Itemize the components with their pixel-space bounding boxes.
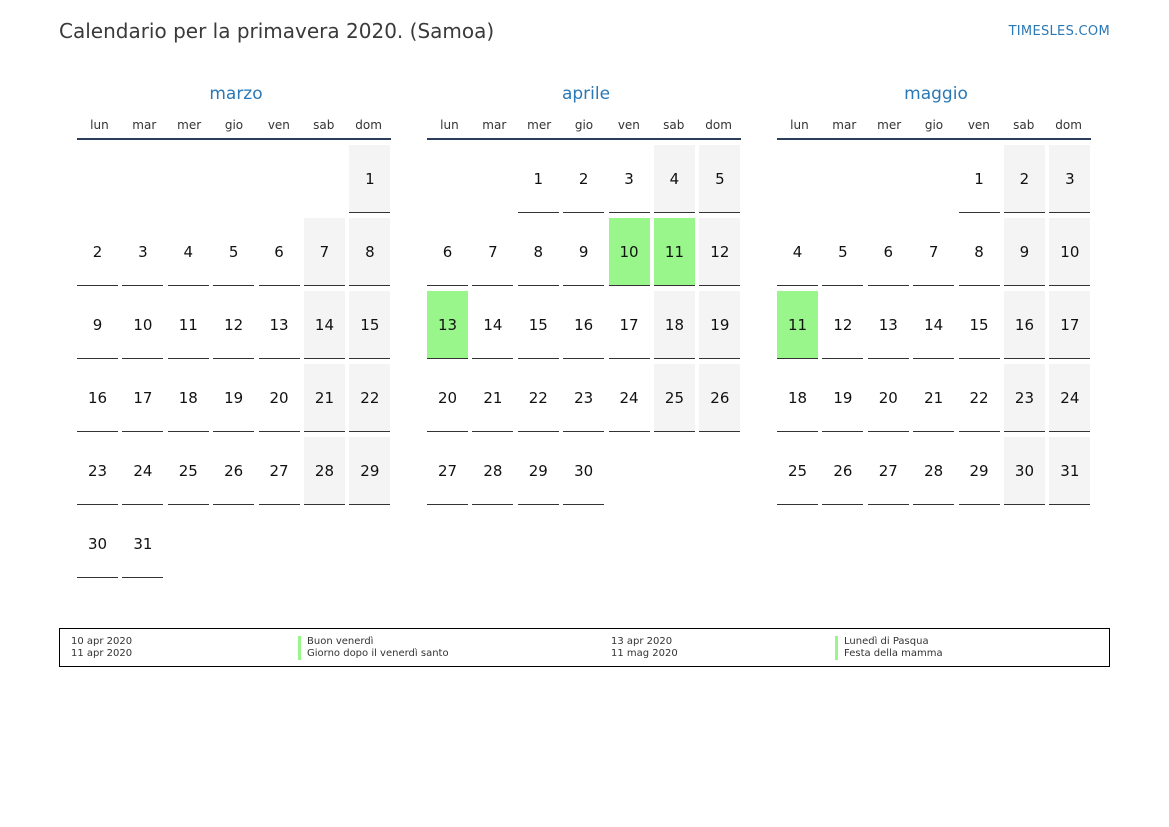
day-cell: 4 (168, 218, 209, 286)
day-cell: 13 (868, 291, 909, 359)
day-cell: 21 (304, 364, 345, 432)
day-cell: 3 (122, 218, 163, 286)
day-cell: 9 (1004, 218, 1045, 286)
day-cell: 24 (1049, 364, 1090, 432)
day-cell: 26 (213, 437, 254, 505)
day-cell: 20 (427, 364, 468, 432)
day-cell: 16 (563, 291, 604, 359)
day-cell: 26 (822, 437, 863, 505)
month-name: marzo (209, 84, 263, 104)
day-cell: 17 (1049, 291, 1090, 359)
day-cell: 18 (654, 291, 695, 359)
day-cell: 8 (518, 218, 559, 286)
day-cell: 15 (959, 291, 1000, 359)
weekday-label: mer (527, 118, 552, 132)
weekday-label: mer (177, 118, 202, 132)
day-cell: 24 (122, 437, 163, 505)
weekday-label: mar (482, 118, 507, 132)
weekday-label: dom (1055, 118, 1082, 132)
weekday-label: ven (267, 118, 290, 132)
day-cell: 25 (654, 364, 695, 432)
day-cell: 4 (654, 145, 695, 213)
day-cell: 27 (868, 437, 909, 505)
day-cell: 12 (699, 218, 740, 286)
day-cell: 25 (777, 437, 818, 505)
day-cell: 2 (77, 218, 118, 286)
day-cell: 26 (699, 364, 740, 432)
day-cell: 7 (913, 218, 954, 286)
day-cell: 1 (349, 145, 390, 213)
day-cell: 11 (168, 291, 209, 359)
legend-date: 10 apr 2020 (71, 636, 133, 647)
weekday-label: ven (617, 118, 640, 132)
day-cell: 8 (349, 218, 390, 286)
day-cell: 7 (304, 218, 345, 286)
weekday-label: mar (832, 118, 857, 132)
day-cell: 16 (77, 364, 118, 432)
day-cell: 13 (427, 291, 468, 359)
day-cell: 13 (259, 291, 300, 359)
weekday-label: lun (90, 118, 109, 132)
weekday-label: gio (224, 118, 244, 132)
day-cell: 11 (777, 291, 818, 359)
day-cell: 31 (1049, 437, 1090, 505)
day-cell: 19 (822, 364, 863, 432)
legend-date: 11 apr 2020 (71, 648, 133, 659)
month-name: maggio (904, 84, 968, 104)
weekday-label: lun (440, 118, 459, 132)
day-cell: 7 (472, 218, 513, 286)
day-cell: 24 (609, 364, 650, 432)
day-cell: 14 (472, 291, 513, 359)
day-cell: 29 (518, 437, 559, 505)
day-cell: 12 (822, 291, 863, 359)
day-cell: 23 (563, 364, 604, 432)
day-cell: 28 (472, 437, 513, 505)
weekday-label: sab (313, 118, 335, 132)
legend-holiday-name: Festa della mamma (835, 648, 943, 660)
day-cell: 3 (1049, 145, 1090, 213)
day-cell: 9 (77, 291, 118, 359)
day-cell: 18 (777, 364, 818, 432)
day-cell: 15 (349, 291, 390, 359)
weekday-label: dom (355, 118, 382, 132)
day-cell: 22 (518, 364, 559, 432)
weekday-label: ven (967, 118, 990, 132)
day-cell: 17 (122, 364, 163, 432)
day-cell: 29 (959, 437, 1000, 505)
weekday-label: dom (705, 118, 732, 132)
day-cell: 28 (304, 437, 345, 505)
day-cell: 28 (913, 437, 954, 505)
day-cell: 15 (518, 291, 559, 359)
day-cell: 1 (518, 145, 559, 213)
brand-link[interactable]: TIMESLES.COM (1008, 24, 1110, 39)
day-cell: 30 (77, 510, 118, 578)
weekday-label: sab (1013, 118, 1035, 132)
day-cell: 19 (699, 291, 740, 359)
page-title: Calendario per la primavera 2020. (Samoa) (59, 19, 495, 43)
weekday-label: gio (574, 118, 594, 132)
weekday-header (77, 114, 391, 140)
day-cell: 22 (959, 364, 1000, 432)
day-cell: 2 (563, 145, 604, 213)
day-cell: 12 (213, 291, 254, 359)
day-cell: 23 (77, 437, 118, 505)
day-cell: 19 (213, 364, 254, 432)
weekday-label: mer (877, 118, 902, 132)
legend-holiday-name: Lunedì di Pasqua (835, 636, 929, 648)
legend-holiday-name: Giorno dopo il venerdì santo (298, 648, 449, 660)
day-cell: 14 (913, 291, 954, 359)
day-cell: 5 (213, 218, 254, 286)
legend-date: 13 apr 2020 (611, 636, 673, 647)
day-cell: 30 (563, 437, 604, 505)
weekday-header (427, 114, 741, 140)
day-cell: 18 (168, 364, 209, 432)
day-cell: 21 (913, 364, 954, 432)
day-cell: 10 (122, 291, 163, 359)
day-cell: 20 (868, 364, 909, 432)
day-cell: 6 (427, 218, 468, 286)
day-cell: 29 (349, 437, 390, 505)
day-cell: 22 (349, 364, 390, 432)
day-cell: 8 (959, 218, 1000, 286)
day-cell: 11 (654, 218, 695, 286)
day-cell: 27 (259, 437, 300, 505)
holiday-legend (59, 628, 1110, 667)
day-cell: 17 (609, 291, 650, 359)
day-cell: 21 (472, 364, 513, 432)
weekday-label: lun (790, 118, 809, 132)
day-grid (77, 145, 393, 579)
month-calendar-may (777, 83, 1093, 506)
day-cell: 6 (259, 218, 300, 286)
day-cell: 20 (259, 364, 300, 432)
month-name: aprile (561, 84, 611, 104)
day-cell: 2 (1004, 145, 1045, 213)
legend-holiday-name: Buon venerdì (298, 636, 373, 648)
weekday-label: sab (663, 118, 685, 132)
day-cell: 27 (427, 437, 468, 505)
day-cell: 5 (822, 218, 863, 286)
weekday-label: mar (132, 118, 157, 132)
day-cell: 30 (1004, 437, 1045, 505)
day-grid (777, 145, 1093, 506)
day-cell: 23 (1004, 364, 1045, 432)
weekday-header (777, 114, 1091, 140)
day-cell: 9 (563, 218, 604, 286)
weekday-label: gio (924, 118, 944, 132)
day-cell: 14 (304, 291, 345, 359)
month-calendar-march (77, 83, 393, 579)
month-calendar-april (427, 83, 743, 506)
day-cell: 10 (609, 218, 650, 286)
day-cell: 10 (1049, 218, 1090, 286)
day-grid (427, 145, 743, 506)
day-cell: 5 (699, 145, 740, 213)
day-cell: 6 (868, 218, 909, 286)
day-cell: 3 (609, 145, 650, 213)
day-cell: 31 (122, 510, 163, 578)
day-cell: 25 (168, 437, 209, 505)
legend-date: 11 mag 2020 (611, 648, 678, 659)
day-cell: 4 (777, 218, 818, 286)
day-cell: 16 (1004, 291, 1045, 359)
day-cell: 1 (959, 145, 1000, 213)
